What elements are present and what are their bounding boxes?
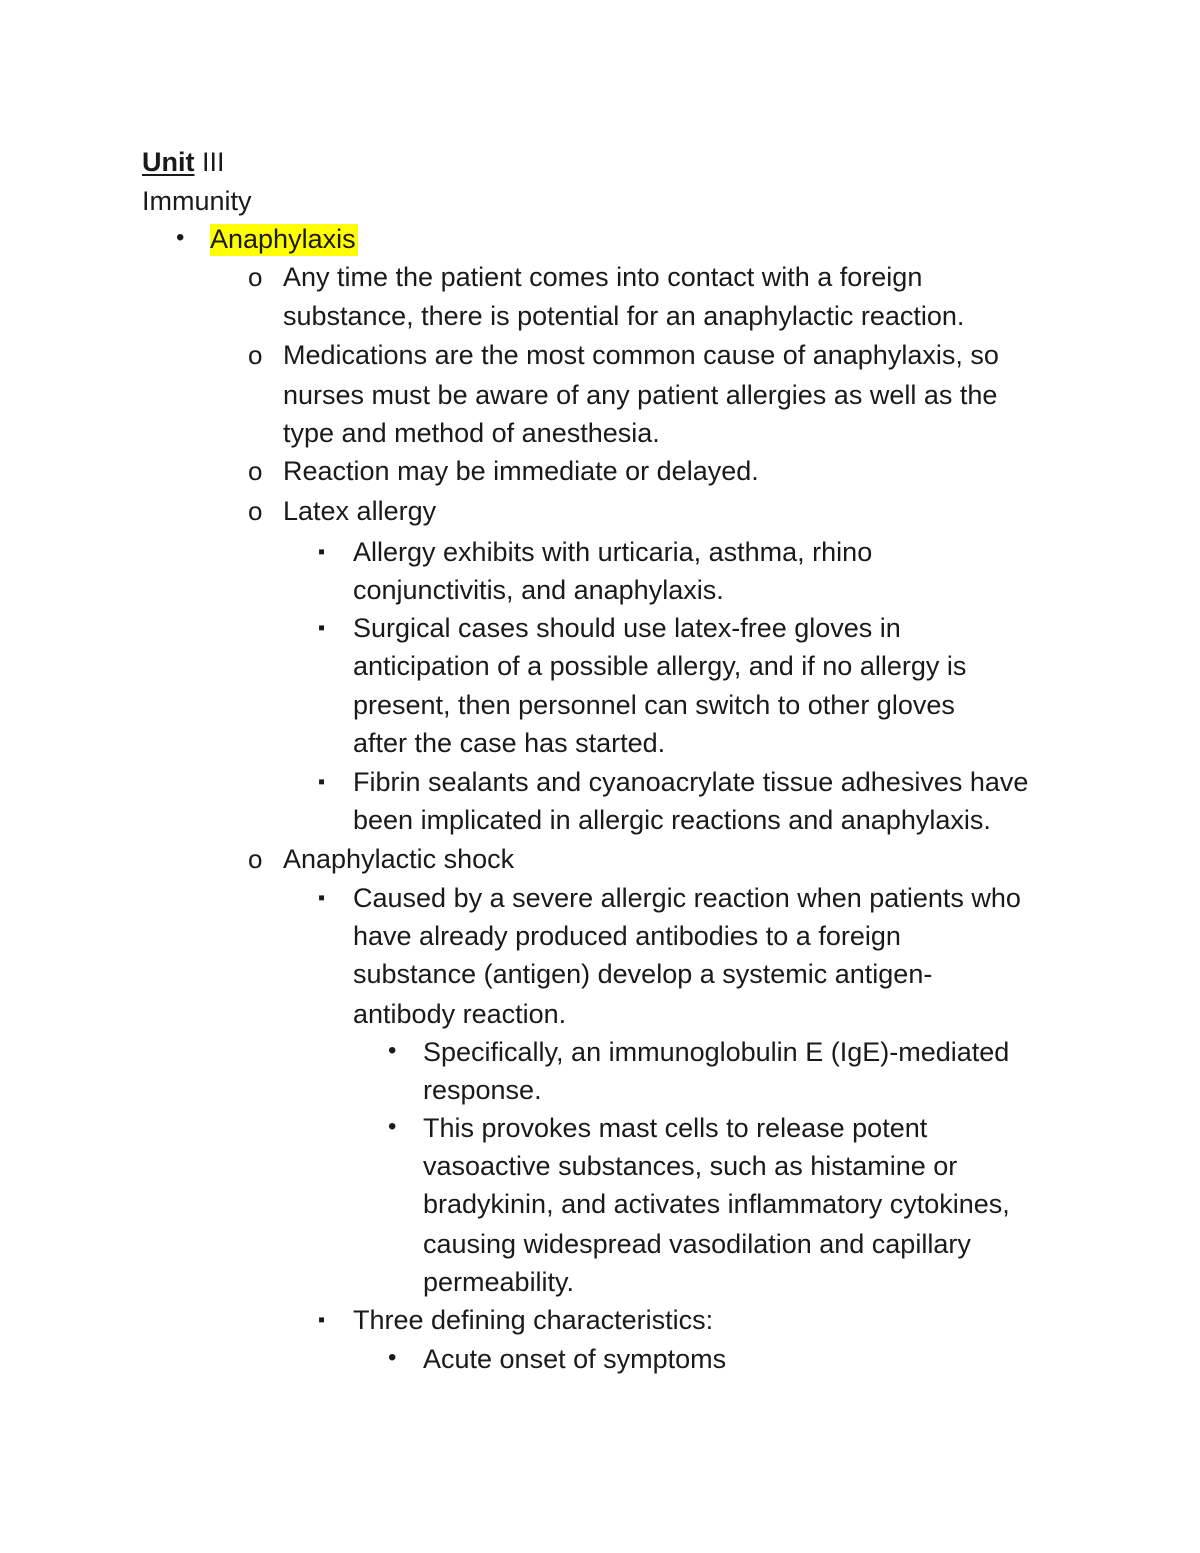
square-bullet-icon: ▪: [318, 1309, 326, 1331]
unit-number: III: [194, 147, 225, 177]
dot-bullet-icon: •: [388, 1113, 397, 1140]
unit-title: Unit: [142, 147, 195, 177]
circle-bullet-icon: o: [248, 456, 263, 486]
list-item-line: vasoactive substances, such as histamine or: [423, 1151, 958, 1181]
highlighted-text: Anaphylaxis: [210, 224, 356, 254]
list-item-line: have already produced antibodies to a foreign: [353, 921, 901, 951]
list-item-line: Anaphylactic shock: [283, 844, 515, 874]
section-title: Immunity: [142, 186, 252, 216]
list-item-line: Reaction may be immediate or delayed.: [283, 456, 759, 486]
list-item-line: antibody reaction.: [353, 999, 567, 1029]
list-item-line: Allergy exhibits with urticaria, asthma, rhino: [353, 537, 873, 567]
list-item-line: after the case has started.: [353, 728, 666, 758]
circle-bullet-icon: o: [248, 262, 263, 292]
list-item-line: Caused by a severe allergic reaction when patients who: [353, 883, 1021, 913]
list-item-line: bradykinin, and activates inflammatory cytokines,: [423, 1189, 1010, 1219]
circle-bullet-icon: o: [248, 496, 263, 526]
list-item-line: Latex allergy: [283, 496, 437, 526]
list-item-line: response.: [423, 1075, 542, 1105]
topic-anaphylaxis: [210, 220, 358, 258]
dot-bullet-icon: •: [388, 1344, 397, 1371]
list-item-line: present, then personnel can switch to other gloves: [353, 690, 955, 720]
list-item-line: permeability.: [423, 1267, 575, 1297]
unit-heading: [142, 143, 225, 181]
square-bullet-icon: ▪: [318, 541, 326, 563]
list-item-line: Medications are the most common cause of anaphylaxis, so: [283, 340, 999, 370]
list-item-line: causing widespread vasodilation and capillary: [423, 1229, 971, 1259]
list-item-line: type and method of anesthesia.: [283, 418, 660, 448]
list-item-line: nurses must be aware of any patient allergies as well as the: [283, 380, 998, 410]
list-item-line: Acute onset of symptoms: [423, 1344, 727, 1374]
list-item-line: Surgical cases should use latex-free gloves in: [353, 613, 901, 643]
list-item-line: anticipation of a possible allergy, and if no allergy is: [353, 651, 967, 681]
list-item-line: substance, there is potential for an anaphylactic reaction.: [283, 301, 965, 331]
square-bullet-icon: ▪: [318, 887, 326, 909]
list-item-line: Fibrin sealants and cyanoacrylate tissue adhesives have: [353, 767, 1029, 797]
list-item-line: Specifically, an immunoglobulin E (IgE)-mediated: [423, 1037, 1010, 1067]
circle-bullet-icon: o: [248, 340, 263, 370]
list-item-line: Any time the patient comes into contact with a foreign: [283, 262, 923, 292]
bullet-icon: •: [176, 224, 185, 251]
list-item-line: substance (antigen) develop a systemic antigen-: [353, 959, 933, 989]
list-item-line: This provokes mast cells to release potent: [423, 1113, 928, 1143]
square-bullet-icon: ▪: [318, 617, 326, 639]
list-item-line: been implicated in allergic reactions and anaphylaxis.: [353, 805, 991, 835]
list-item-line: conjunctivitis, and anaphylaxis.: [353, 575, 724, 605]
square-bullet-icon: ▪: [318, 771, 326, 793]
circle-bullet-icon: o: [248, 844, 263, 874]
list-item-line: Three defining characteristics:: [353, 1305, 714, 1335]
dot-bullet-icon: •: [388, 1037, 397, 1064]
